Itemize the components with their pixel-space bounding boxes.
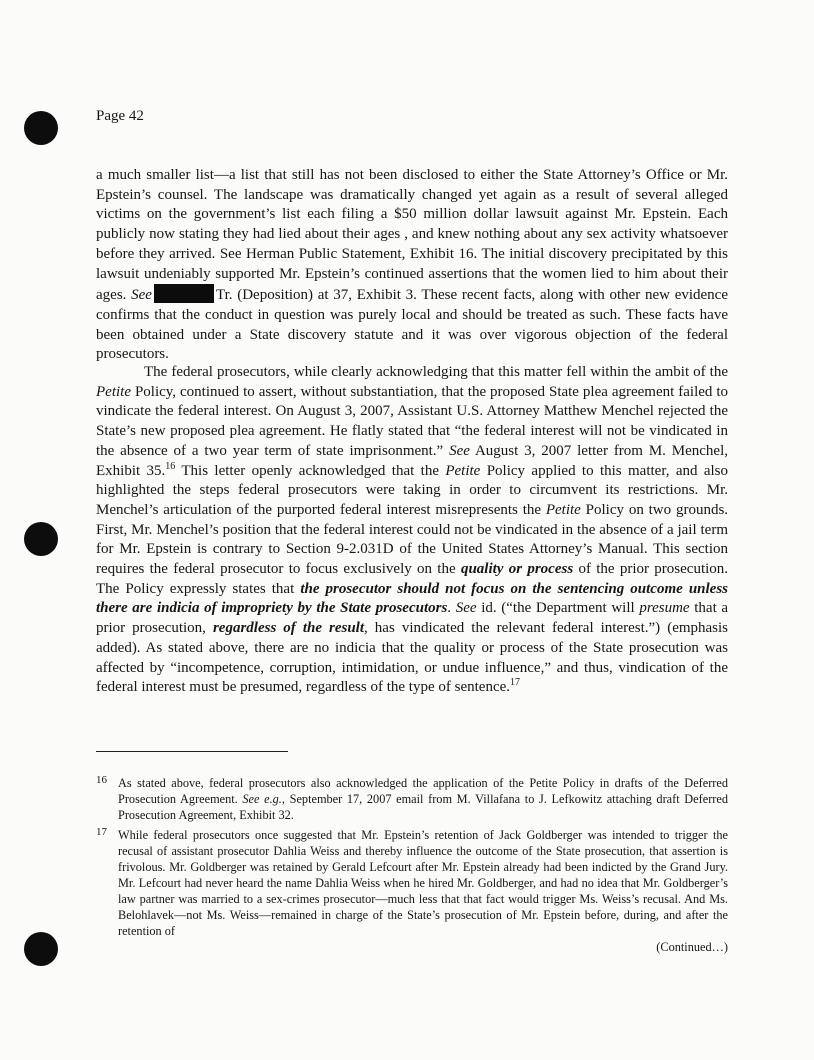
fn16-text-a: As stated above, federal prosecutors also acknowledged the application of the Petite Policy in drafts of the Deferred Prosecution Agreement. [118, 776, 728, 806]
footnote-17 [96, 827, 728, 955]
p1-see: See [131, 287, 152, 304]
footnote-ref-17[interactable]: 17 [510, 677, 521, 689]
footnote-number: 17 [96, 826, 107, 838]
emphasis-quality: quality or process [460, 561, 574, 578]
emphasis-regardless: regardless of the result [212, 620, 365, 637]
petite-term: Petite [445, 462, 481, 479]
p2-text: The federal prosecutors, while clearly acknowledging that this matter fell within the ambit of the [144, 364, 728, 380]
footnote-16 [96, 775, 728, 823]
p2-text: Policy, continued to assert, without substantiation, that the proposed State plea agreement failed to vindicate the federal interest. On August 3, 2007, Assistant U.S. Attorney Matthew Menchel rejected the State’s new proposed plea agreement. He flatly stated that “the federal interest will not be vindicated in the absence of a two year term of state imprisonment.” [96, 383, 728, 459]
p1-text-b: Tr. (Deposition) at 37, Exhibit 3. These recent facts, along with other new evidence confirms that the conduct in question was purely local and should be treated as such. These facts have been obtained under a State discovery statute and it was over vigorous objection of the federal prosecutors. [96, 287, 728, 363]
p2-text: Policy applied to this matter, and also highlighted the steps federal prosecutors were taking in order to circumvent its restrictions. Mr. Menchel’s articulation of the purported federal interest misrepresents the [96, 462, 729, 518]
see-signal: See [455, 600, 477, 617]
footnote-text [118, 827, 728, 955]
footnote-divider [96, 751, 288, 752]
p2-text: This letter openly acknowledged that the [181, 462, 439, 479]
see-eg-signal: See e.g., [242, 792, 285, 806]
petite-term: Petite [545, 501, 581, 518]
binder-hole-top [24, 111, 58, 145]
see-signal: See [449, 442, 470, 459]
p2-text: Policy on two grounds. First, Mr. Menchel’s position that the federal interest could not be vindicated in the absence of a jail term for Mr. Epstein is contrary to Section 9-2.031D of the United States Attorney’s Manual. This section requires the federal prosecutor to focus exclusively on the [96, 501, 729, 578]
body-paragraph-2: The federal prosecutors, while clearly acknowledging that this matter fell within the ambit of the Petite Policy, continued to assert, without substantiation, that the proposed State plea agreement failed to vindicate the federal interest. On August 3, 2007, Assistant U.S. Attorney Matthew Menchel rejected the State’s new proposed plea agreement. He flatly stated that “the federal interest will not be vindicated in the absence of a two year term of state imprisonment.” See August 3, 2007 letter from M. Menchel, Exhibit 35.16 This letter openly acknowledged that the Petite Policy applied to this matter, and also highlighted the steps federal prosecutors were taking in order to circumvent its restrictions. Mr. Menchel’s articulation of the purported federal interest misrepresents the Petite Policy on two grounds. First, Mr. Menchel’s position that the federal interest could not be vindicated in the absence of a jail term for Mr. Epstein is contrary to Section 9-2.031D of the United States Attorney’s Manual. This section requires the federal prosecutor to focus exclusively on the quality or process of the prior prosecution. The Policy expressly states that the prosecutor should not focus on the sentencing outcome unless there are indicia of impropriety by the State prosecutors. See id. (“the Department will presume that a prior prosecution, regardless of the result, has vindicated the relevant federal interest.”) (emphasis added). As stated above, there are no indicia that the quality or process of the State prosecution was affected by “incompetence, corruption, intimidation, or undue influence,” and thus, vindication of the federal interest must be presumed, regardless of the type of sentence.$^{17}$ [96, 364, 729, 696]
emphasis-presume: presume [639, 600, 690, 617]
binder-hole-bottom [24, 932, 58, 966]
p2-text: , has vindicated the relevant federal interest.”) (emphasis added). As stated above, there are no indicia that the quality or process of the State prosecution was affected by “incompetence, corruption, intimidation, or undue influence,” and thus, vindication of the federal interest must be presumed, regardless of the type of sentence. [96, 620, 729, 696]
footnote-text [118, 775, 728, 823]
p2-text: id. (“the Department will [481, 600, 635, 617]
body-paragraph-1 [96, 166, 728, 365]
footnote-number: 16 [96, 774, 107, 786]
page-number: Page 42 [96, 108, 144, 124]
petite-term: Petite [96, 383, 131, 400]
continued-marker: (Continued…) [656, 940, 728, 954]
fn16-text-b: September 17, 2007 email from M. Villafana to J. Lefkowitz attaching draft Deferred Prosecution Agreement, Exhibit 32. [118, 792, 728, 822]
binder-hole-middle [24, 522, 58, 556]
footnote-ref-16[interactable]: 16 [165, 460, 176, 472]
p2-text: that a prior prosecution, [96, 600, 729, 637]
p1-text-a: a much smaller list—a list that still has not been disclosed to either the State Attorney’s Office or Mr. Epstein’s counsel. The landscape was dramatically changed yet again as a result of several alleged victims on the government’s list each filing a $50 million dollar lawsuit against Mr. Epstein. Each publicly now stating they had lied about their ages , and knew nothing about any sex activity whatsoever before they arrived. See Herman Public Statement, Exhibit 16. The initial discovery precipitated by this lawsuit undeniably supported Mr. Epstein’s continued assertions that the women lied to him about their ages. [96, 167, 728, 304]
redaction-box [154, 284, 214, 303]
p2-text: August 3, 2007 letter from M. Menchel, Exhibit 35. [96, 442, 729, 479]
emphasis-sentencing: the prosecutor should not focus on the sentencing outcome unless there are indicia of impropriety by the State prosecutors [96, 580, 728, 617]
p2-text: of the prior prosecution. The Policy expressly states that [96, 561, 729, 597]
fn17-text: While federal prosecutors once suggested that Mr. Epstein’s retention of Jack Goldberger was intended to trigger the recusal of assistant prosecutor Dahlia Weiss and thereby influence the outcome of the State prosecution, that assertion is frivolous. Mr. Goldberger was retained by Gerald Lefcourt after Mr. Epstein already had been indicted by the Grand Jury. Mr. Lefcourt had never heard the name Dahlia Weiss when he hired Mr. Goldberger, and had no idea that Mr. Goldberger’s law partner was married to a sex-crimes prosecutor—much less that that fact would trigger Ms. Weiss’s recusal. And Ms. Belohlavek—not Ms. Weiss—remained in charge of the State’s prosecution of Mr. Epstein before, during, and after the retention of [118, 828, 728, 938]
